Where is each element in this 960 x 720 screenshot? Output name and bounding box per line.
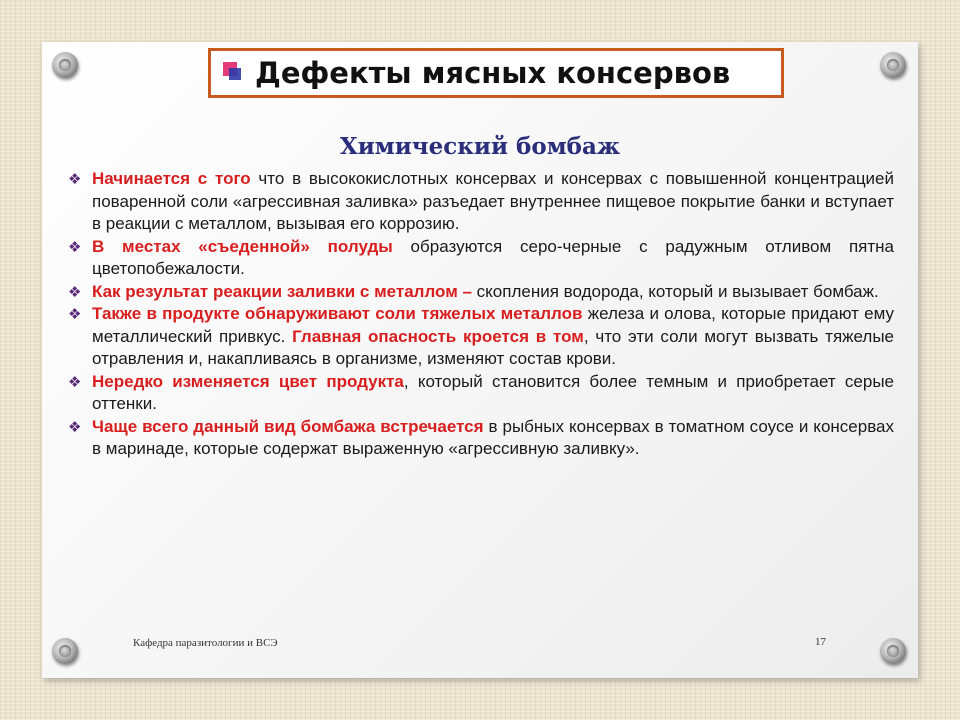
bullet-text: в рыбных консервах в томатном соусе и консервах в маринаде, которые содержат выраженную «агрессивную заливку». [92,416,894,458]
bullet-item [66,236,894,281]
bullet-item [66,303,894,371]
bullet-text: образуются серо-черные с радужным отливом пятна цветопобежалости. [92,236,894,278]
bullet-item [66,371,894,416]
bullet-highlight: Как результат реакции заливки с металлом – [92,281,472,301]
slide-subtitle: Химический бомбаж [339,133,621,160]
page-number: 17 [815,636,826,648]
title-box [208,48,784,98]
bullet-text: , который становится более темным и приобретает серые оттенки. [92,371,894,413]
screw-top-right-icon [880,52,906,78]
bullet-diamond-icon: ❖ [68,305,82,323]
bullet-diamond-icon: ❖ [68,170,82,188]
bullet-highlight: Также в продукте обнаруживают соли тяжелых металлов [92,304,583,323]
title-square-icon [223,62,245,84]
bullet-item [66,281,894,304]
bullet-diamond-icon: ❖ [68,372,82,391]
screw-bottom-right-icon [880,638,906,664]
screw-bottom-left-icon [52,638,78,664]
bullet-text: железа и олова, которые придают ему металлический привкус. [92,304,894,346]
bullet-list [66,168,894,461]
footer-department: Кафедра паразитологии и ВСЭ [133,637,278,649]
bullet-item [66,416,894,461]
bullet-item [66,168,894,236]
bullet-diamond-icon: ❖ [68,417,82,436]
screw-top-left-icon [52,52,78,78]
bullet-highlight: Нередко изменяется цвет продукта [92,371,404,391]
bullet-highlight: Начинается с того [92,169,251,188]
bullet-diamond-icon: ❖ [68,237,82,256]
bullet-highlight: В местах «съеденной» полуды [92,236,393,256]
slide-title: Дефекты мясных консервов [255,56,731,90]
bullet-diamond-icon: ❖ [68,282,82,301]
bullet-text: скопления водорода, который и вызывает бомбаж. [471,281,879,301]
bullet-highlight-secondary: Главная опасность кроется в том [292,326,584,346]
bullet-text-secondary: , что эти соли могут вызвать тяжелые отравления и, накапливаясь в организме, изменяют состав крови. [92,326,895,368]
bullet-highlight: Чаще всего данный вид бомбажа встречается [92,416,484,436]
bullet-text: что в высококислотных консервах и консервах с повышенной концентрацией поваренной соли «агрессивная заливка» разъедает внутреннее пищевое покрытие банки и вступает в реакции с металлом, вызывая его коррозию. [92,169,894,233]
